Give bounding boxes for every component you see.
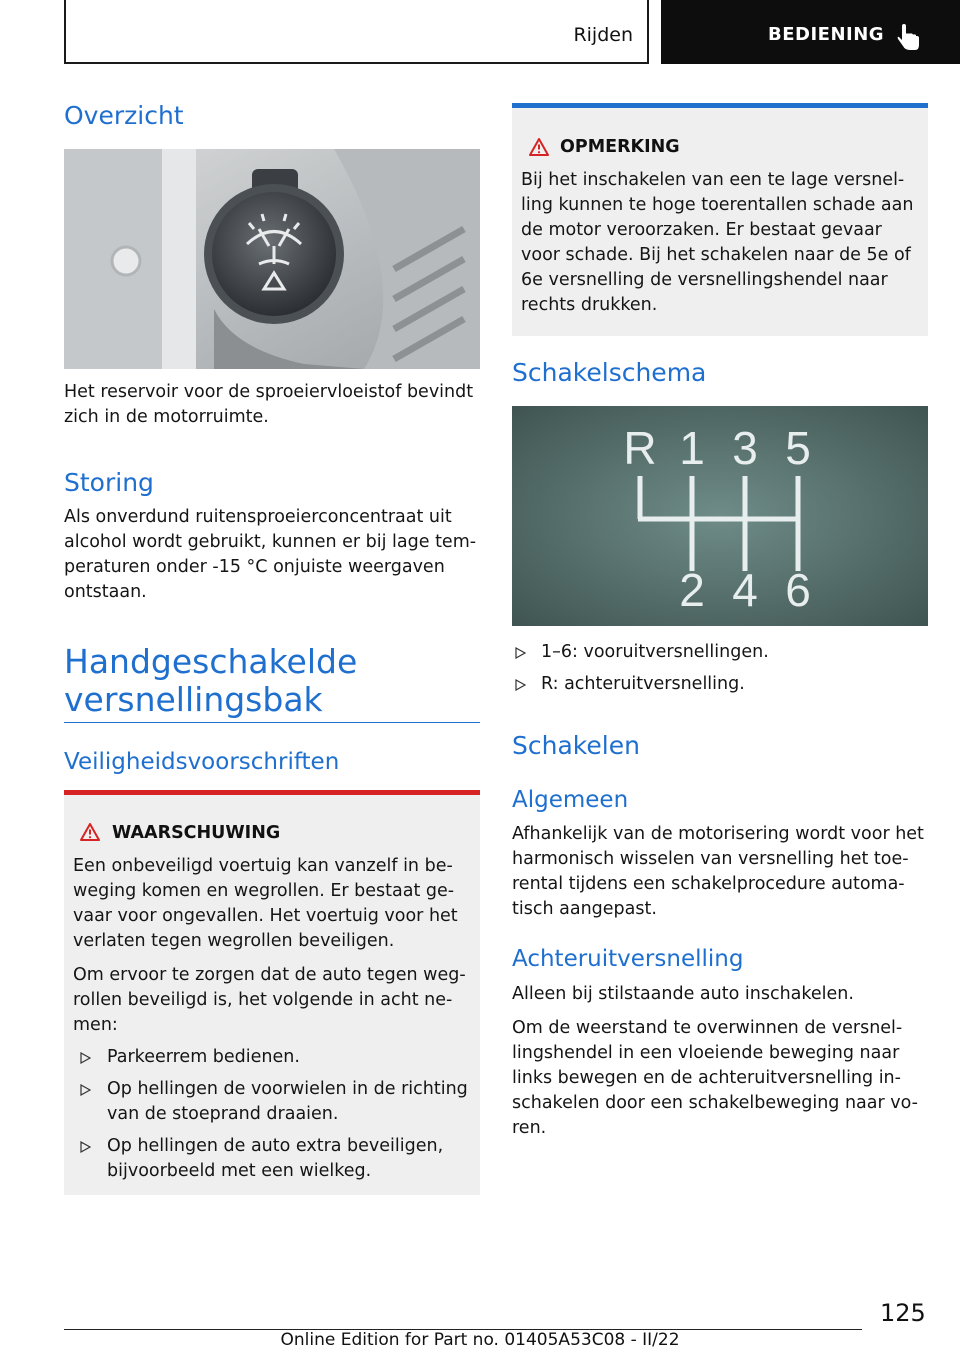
gear-label-top: 3 — [732, 422, 758, 474]
reverse-text-2: Om de weerstand te overwinnen de versnel- lingshendel in een vloeiende beweging naar links bewegen en de achteruitversnelling in- schakelen door een schakelbeweging naar vo- ren. — [512, 1018, 918, 1138]
warning-text-2: Om ervoor te zorgen dat de auto tegen weg- rollen beveiligd is, het volgende in acht ne- men: — [73, 965, 466, 1035]
warning-bullet-item: Parkeerrem bedienen. — [80, 1045, 470, 1070]
reverse-text-1: Alleen bij stilstaande auto inschakelen. — [512, 984, 854, 1004]
scheme-bullet-item: 1–6: vooruitversnellingen. — [512, 640, 928, 665]
gear-label-bottom: 6 — [785, 564, 811, 616]
washer-reservoir-photo — [64, 149, 480, 369]
shift-pattern-diagram — [512, 406, 928, 626]
gear-label-top: R — [623, 422, 657, 474]
pointing-hand-icon — [896, 24, 922, 52]
bullet-arrow-icon — [80, 1052, 91, 1064]
bullet-arrow-icon — [80, 1084, 91, 1096]
note-box — [512, 103, 928, 336]
heading-rule — [64, 722, 480, 723]
bullet-arrow-icon — [515, 679, 526, 691]
gear-label-top: 5 — [785, 422, 811, 474]
warning-title: WAARSCHUWING — [112, 823, 281, 843]
scheme-bullet-item: R: achteruitversnelling. — [512, 672, 928, 697]
warning-bullet-item: Op hellingen de voorwielen in de richting van de stoeprand draaien. — [80, 1077, 470, 1127]
warning-text-1: Een onbeveiligd voertuig kan vanzelf in be- weging komen en wegrollen. Er bestaat ge- vaar voor ongevallen. Het voertuig voor het verlaten tegen wegrollen beveiligen. — [73, 856, 458, 951]
warning-bullet-item: Op hellingen de auto extra beveiligen, bijvoorbeeld met een wielkeg. — [80, 1134, 470, 1184]
bullet-arrow-icon — [80, 1141, 91, 1153]
gear-label-top: 1 — [679, 422, 705, 474]
page-number: 125 — [880, 1299, 926, 1327]
note-title: OPMERKING — [560, 137, 680, 157]
scheme-heading: Schakelschema — [512, 358, 707, 387]
note-text: Bij het inschakelen van een te lage versnel- ling kunnen te hoge toerentallen schade aan de motor veroorzaken. Er bestaat gevaar voor schade. Bij het schakelen naar de 5e of 6e versnelling de versnellingshendel naar rechts drukken. — [521, 170, 914, 315]
header-section-tab — [64, 0, 649, 64]
general-text: Afhankelijk van de motorisering wordt voor het harmonisch wisselen van versnelling het toe- rental tijdens een schakelprocedure automa- tisch aangepast. — [512, 824, 924, 919]
overview-caption: Het reservoir voor de sproeiervloeistof bevindt zich in de motorruimte. — [64, 382, 474, 427]
warning-box — [64, 790, 480, 1195]
manual-gearbox-heading: Handgeschakelde versnellingsbak — [64, 642, 358, 719]
fault-heading: Storing — [64, 468, 154, 497]
general-heading: Algemeen — [512, 787, 629, 813]
safety-heading: Veiligheidsvoorschriften — [64, 749, 340, 775]
fault-text: Als onverdund ruitensproeierconcentraat uit alcohol wordt gebruikt, kunnen er bij lage tem- peraturen onder -15 °C onjuiste weergaven ontstaan. — [64, 507, 477, 602]
gear-label-bottom: 4 — [732, 564, 758, 616]
warning-triangle-icon — [529, 138, 549, 156]
section-title: Rijden — [573, 24, 633, 46]
bullet-arrow-icon — [515, 647, 526, 659]
reverse-heading: Achteruitversnelling — [512, 946, 744, 972]
gear-label-bottom: 2 — [679, 564, 705, 616]
edition-footer: Online Edition for Part no. 01405A53C08 - II/22 — [280, 1330, 680, 1350]
warning-triangle-icon — [80, 823, 100, 841]
overview-heading: Overzicht — [64, 101, 184, 130]
shifting-heading: Schakelen — [512, 731, 640, 760]
chapter-title: BEDIENING — [768, 24, 885, 45]
header-chapter-tab — [661, 0, 960, 64]
